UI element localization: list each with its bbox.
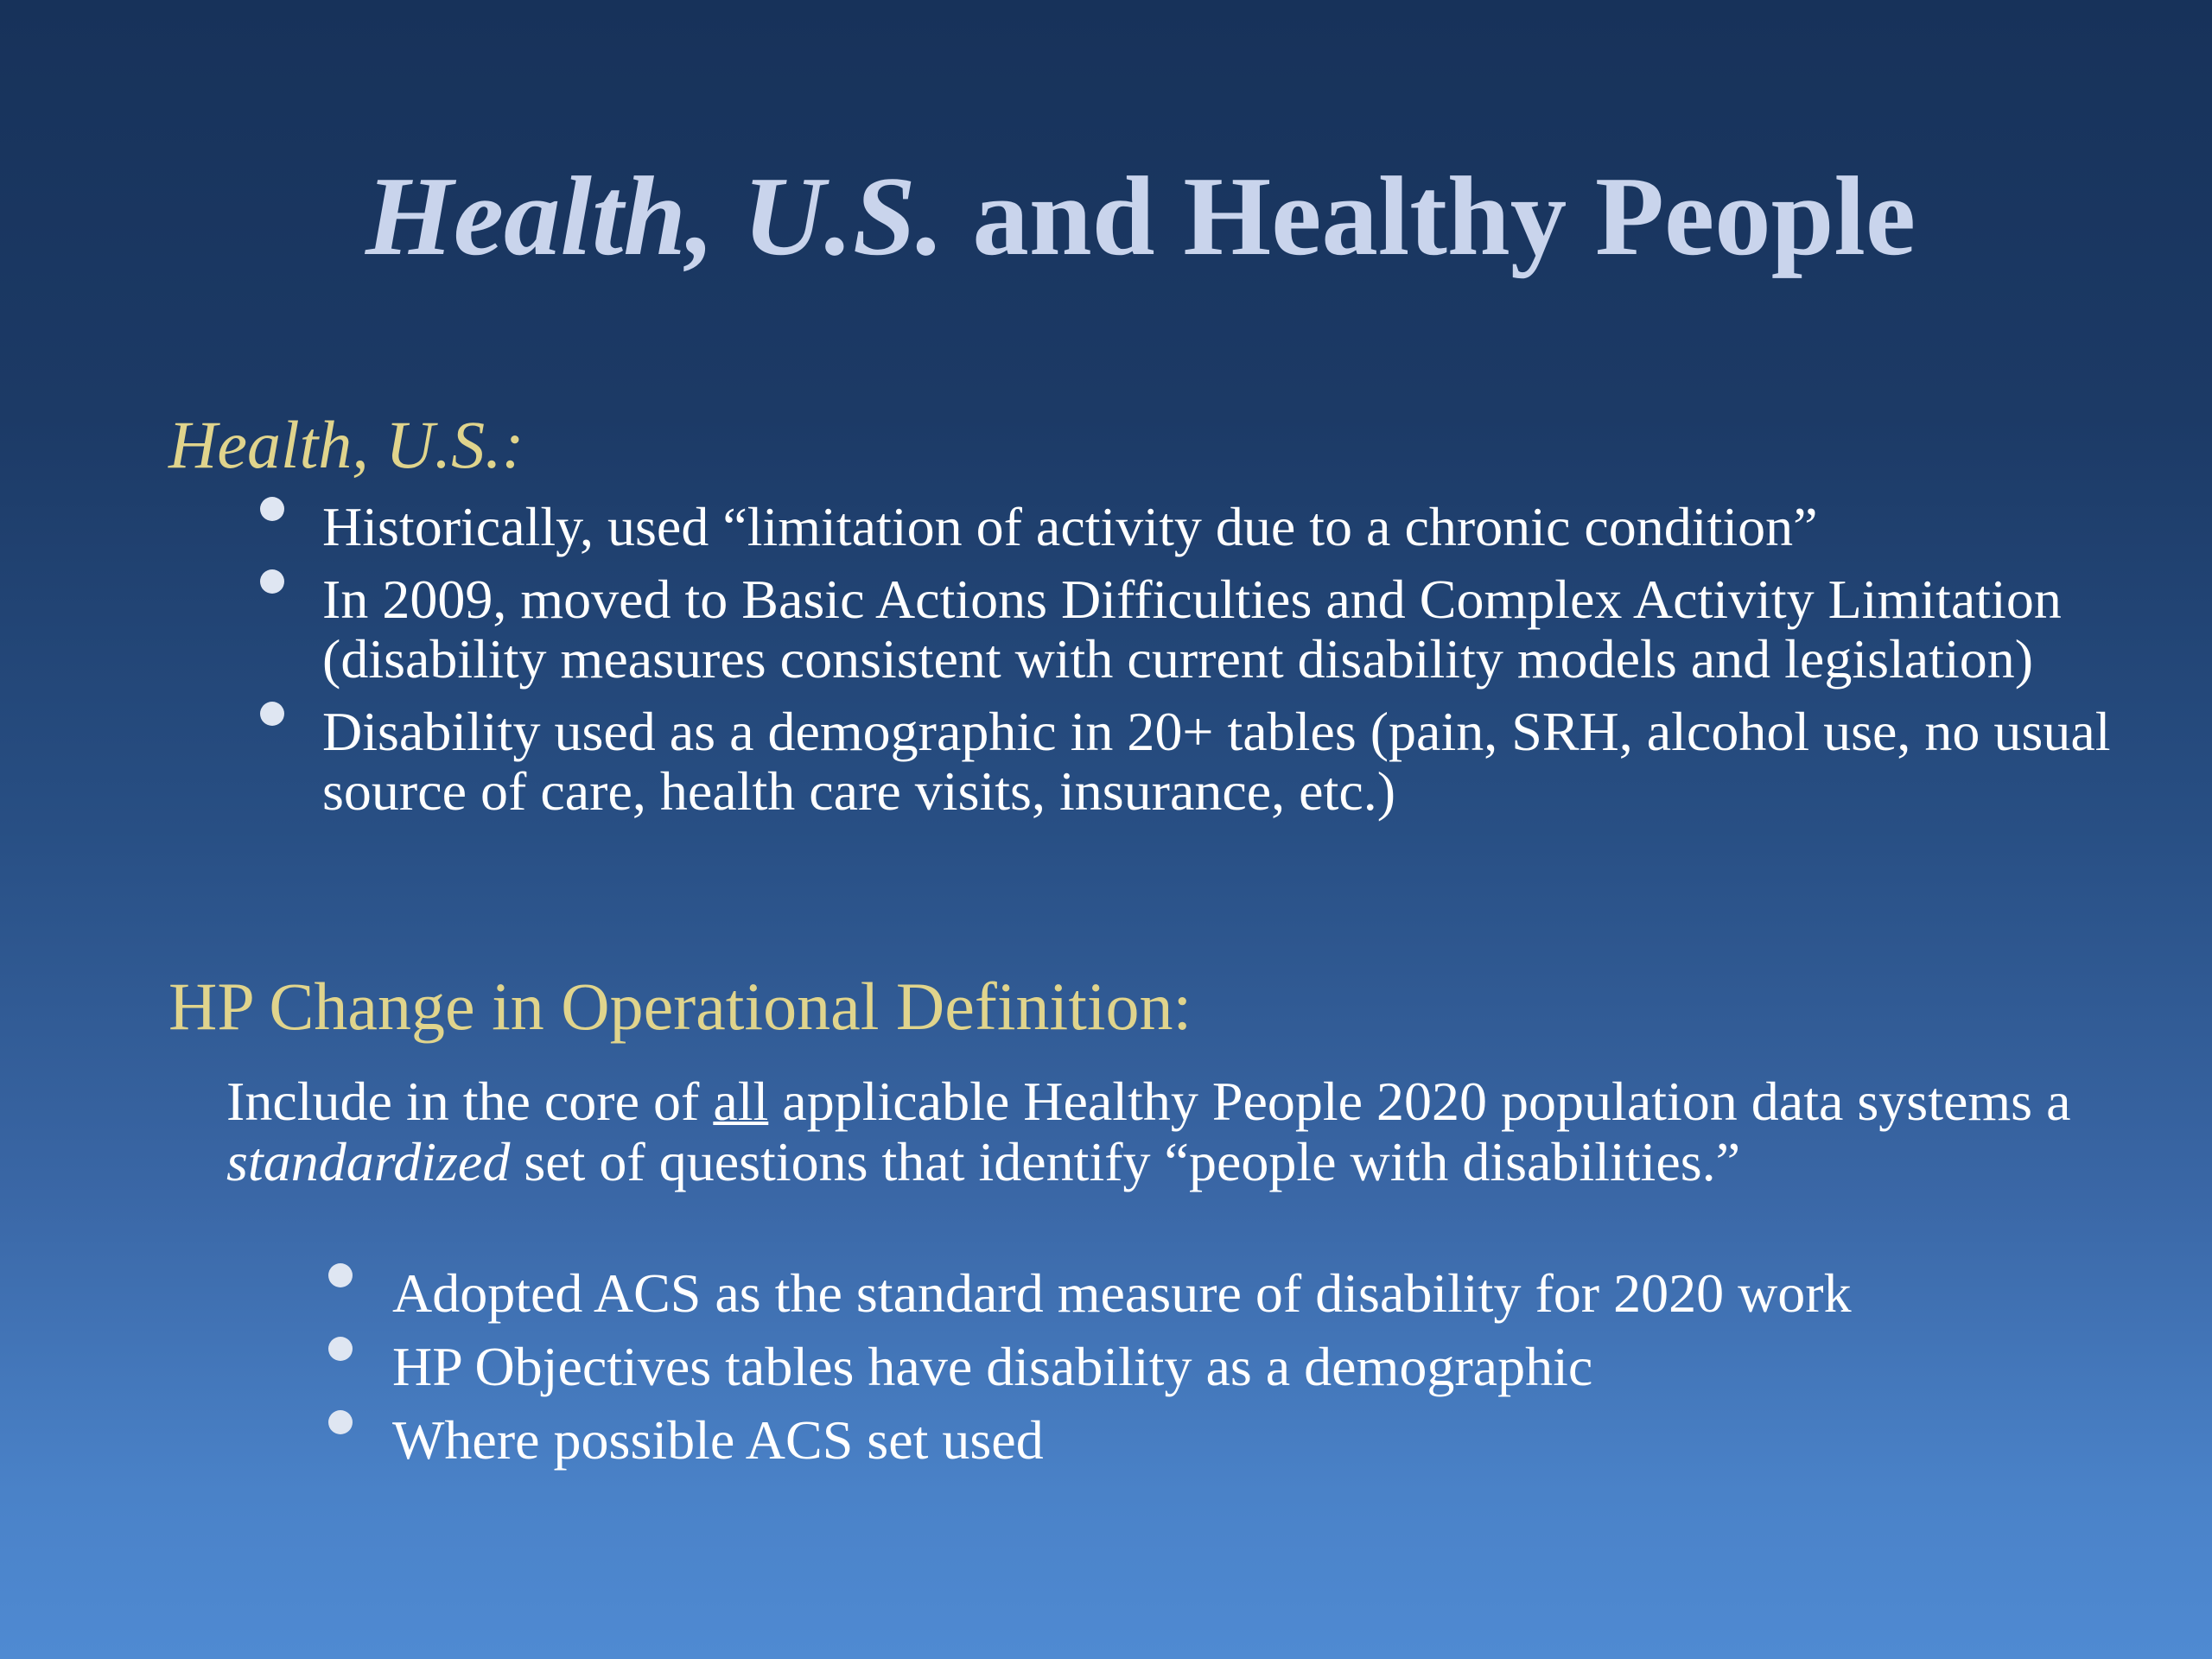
paragraph-text: Include in the core of [226, 1071, 714, 1132]
list-item [322, 702, 2154, 821]
title-italic-part: Health, U.S. [365, 154, 944, 279]
bullet-text: Where possible ACS set used [392, 1409, 1044, 1471]
hp-definition-paragraph [226, 1071, 2127, 1192]
bullet-text: Disability used as a demographic in 20+ tables (pain, SRH, alcohol use, no usual source of care, health care visits, insurance, etc.) [322, 701, 2111, 822]
bullet-dot-icon [328, 1410, 353, 1434]
list-item [322, 569, 2154, 689]
title-regular-part: and Healthy People [972, 154, 1916, 279]
paragraph-text: set of questions that identify “people with disabilities.” [510, 1131, 1741, 1192]
list-item [392, 1410, 2120, 1471]
section-heading-health-us: Health, U.S.: [168, 407, 524, 482]
paragraph-italic-text: standardized [226, 1131, 511, 1192]
bullet-text: In 2009, moved to Basic Actions Difficulties and Complex Activity Limitation (disability measures consistent with current disability models and legislation) [322, 569, 2062, 690]
bullet-text: HP Objectives tables have disability as a demographic [392, 1336, 1593, 1397]
bullet-dot-icon [260, 569, 284, 594]
slide-title [0, 154, 2212, 279]
bullet-text: Historically, used “limitation of activity due to a chronic condition” [322, 496, 1818, 557]
bullet-dot-icon [260, 497, 284, 521]
bullet-dot-icon [328, 1263, 353, 1287]
list-item [322, 497, 2154, 556]
health-us-bullet-list [322, 497, 2154, 821]
bullet-dot-icon [260, 702, 284, 726]
hp-change-bullet-list [392, 1263, 2120, 1484]
list-item [392, 1263, 2120, 1324]
paragraph-text: applicable Healthy People 2020 population data systems a [768, 1071, 2071, 1132]
bullet-text: Adopted ACS as the standard measure of disability for 2020 work [392, 1262, 1852, 1324]
list-item [392, 1337, 2120, 1397]
section-heading-hp-change: HP Change in Operational Definition: [168, 969, 1192, 1044]
bullet-dot-icon [328, 1337, 353, 1361]
paragraph-underlined-text: all [713, 1071, 769, 1132]
